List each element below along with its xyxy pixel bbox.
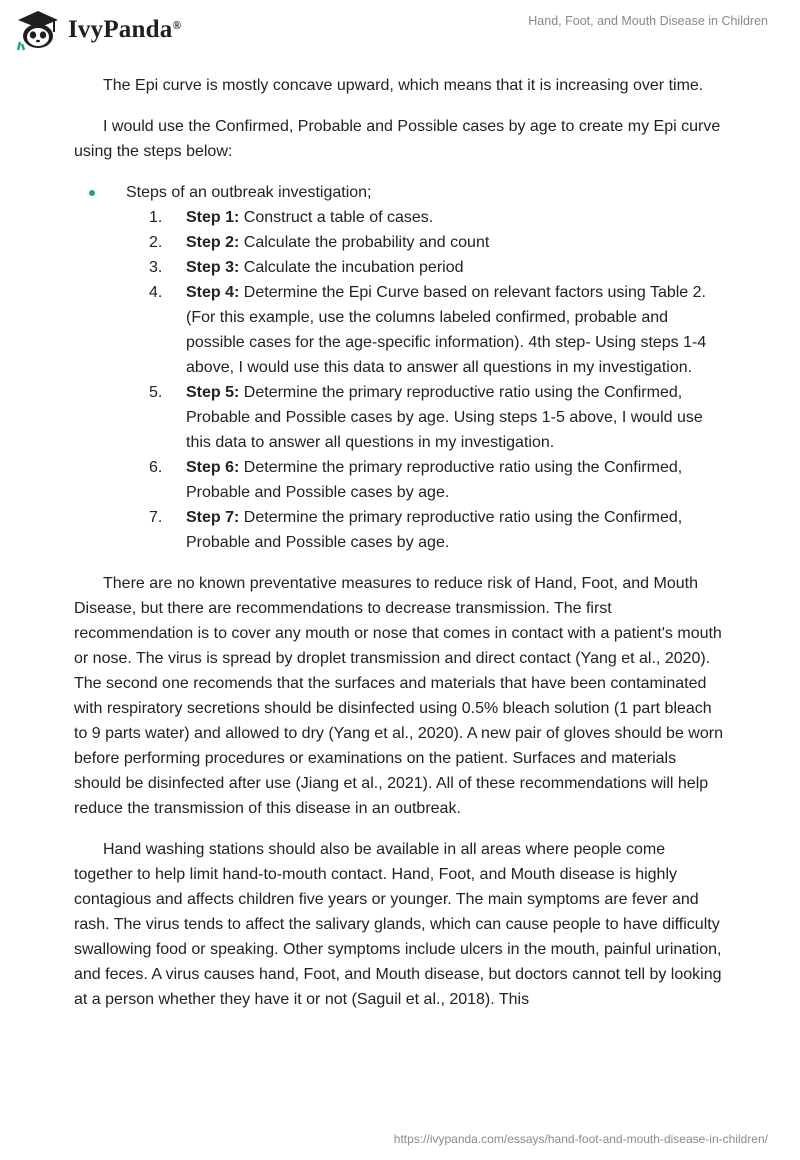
panda-logo-icon — [14, 8, 62, 52]
step-text: Determine the primary reproductive ratio using the Confirmed, Probable and Possible cases by age. — [186, 509, 683, 551]
bullet-dot-icon — [89, 190, 95, 196]
source-url[interactable]: https://ivypanda.com/essays/hand-foot-and-mouth-disease-in-children/ — [393, 1132, 768, 1146]
paragraph: There are no known preventative measures to reduce risk of Hand, Foot, and Mouth Disease, but there are recommendations to decrease transmission. The first recommendation is to cover any mouth or nose that comes in contact with a patient's mouth or nose. The virus is spread by droplet transmission and direct contact (Yang et al., 2020). The second one recomends that the surfaces and materials that have been contaminated with respiratory secretions should be disinfected using 0.5% bleach solution (1 part bleach to 9 parts water) and allowed to dry (Yang et al., 2020). A new pair of gloves should be worn before performing procedures or examinations on the patient. Surfaces and materials should be disinfected after use (Jiang et al., 2021). All of these recommendations will help reduce the transmission of this disease in an outbreak. — [74, 575, 723, 817]
paragraph: Hand washing stations should also be available in all areas where people come together to help limit hand-to-mouth contact. Hand, Foot, and Mouth disease is highly contagious and affects children five years or younger. The main symptoms are fever and rash. The virus tends to affect the salivary glands, which can cause people to have difficulty swallowing food or speaking. Other symptoms include ulcers in the mouth, painful urination, and feces. A virus causes hand, Foot, and Mouth disease, but doctors cannot tell by looking at a person whether they have it or not (Saguil et al., 2018). This — [74, 841, 722, 1008]
step-number: 4. — [149, 284, 163, 301]
step-label: Step 4: — [186, 284, 240, 301]
step-text: Calculate the probability and count — [239, 234, 490, 251]
step-item — [74, 505, 726, 555]
step-item — [74, 205, 726, 230]
step-text: Determine the Epi Curve based on relevant factors using Table 2. (For this example, use the columns labeled confirmed, probable and possible cases for the age-specific information). 4th step- Using steps 1-4 above, I would use this data to answer all questions in my investigation. — [186, 284, 707, 376]
step-item — [74, 280, 726, 380]
bullet-text: Steps of an outbreak investigation; — [126, 184, 372, 201]
step-number: 7. — [149, 509, 163, 526]
step-number: 3. — [149, 259, 163, 276]
step-label: Step 7: — [186, 509, 240, 526]
step-text: Calculate the incubation period — [239, 259, 464, 276]
step-item — [74, 230, 726, 255]
paragraph: The Epi curve is mostly concave upward, which means that it is increasing over time. — [103, 77, 704, 94]
step-label: Step 6: — [186, 459, 240, 476]
bullet-list — [74, 180, 726, 205]
bullet-item — [74, 180, 726, 205]
step-text: Determine the primary reproductive ratio using the Confirmed, Probable and Possible cases by age. Using steps 1-5 above, I would use this data to answer all questions in my investigation. — [186, 384, 703, 451]
step-label: Step 2: — [186, 234, 240, 251]
logo-text: IvyPanda® — [68, 16, 182, 43]
page-header — [0, 0, 800, 62]
step-label: Step 3: — [186, 259, 240, 276]
logo[interactable] — [14, 8, 182, 52]
step-label: Step 1: — [186, 209, 240, 226]
step-item — [74, 255, 726, 280]
document-title: Hand, Foot, and Mouth Disease in Children — [528, 14, 768, 28]
paragraph: I would use the Confirmed, Probable and Possible cases by age to create my Epi curve using the steps below: — [74, 118, 721, 160]
steps-list — [74, 205, 726, 555]
step-number: 2. — [149, 234, 163, 251]
step-item — [74, 455, 726, 505]
step-text: Construct a table of cases. — [239, 209, 434, 226]
step-number: 6. — [149, 459, 163, 476]
step-number: 5. — [149, 384, 163, 401]
step-item — [74, 380, 726, 455]
essay-content — [74, 73, 726, 1028]
step-number: 1. — [149, 209, 163, 226]
step-text: Determine the primary reproductive ratio using the Confirmed, Probable and Possible cases by age. — [186, 459, 683, 501]
step-label: Step 5: — [186, 384, 240, 401]
